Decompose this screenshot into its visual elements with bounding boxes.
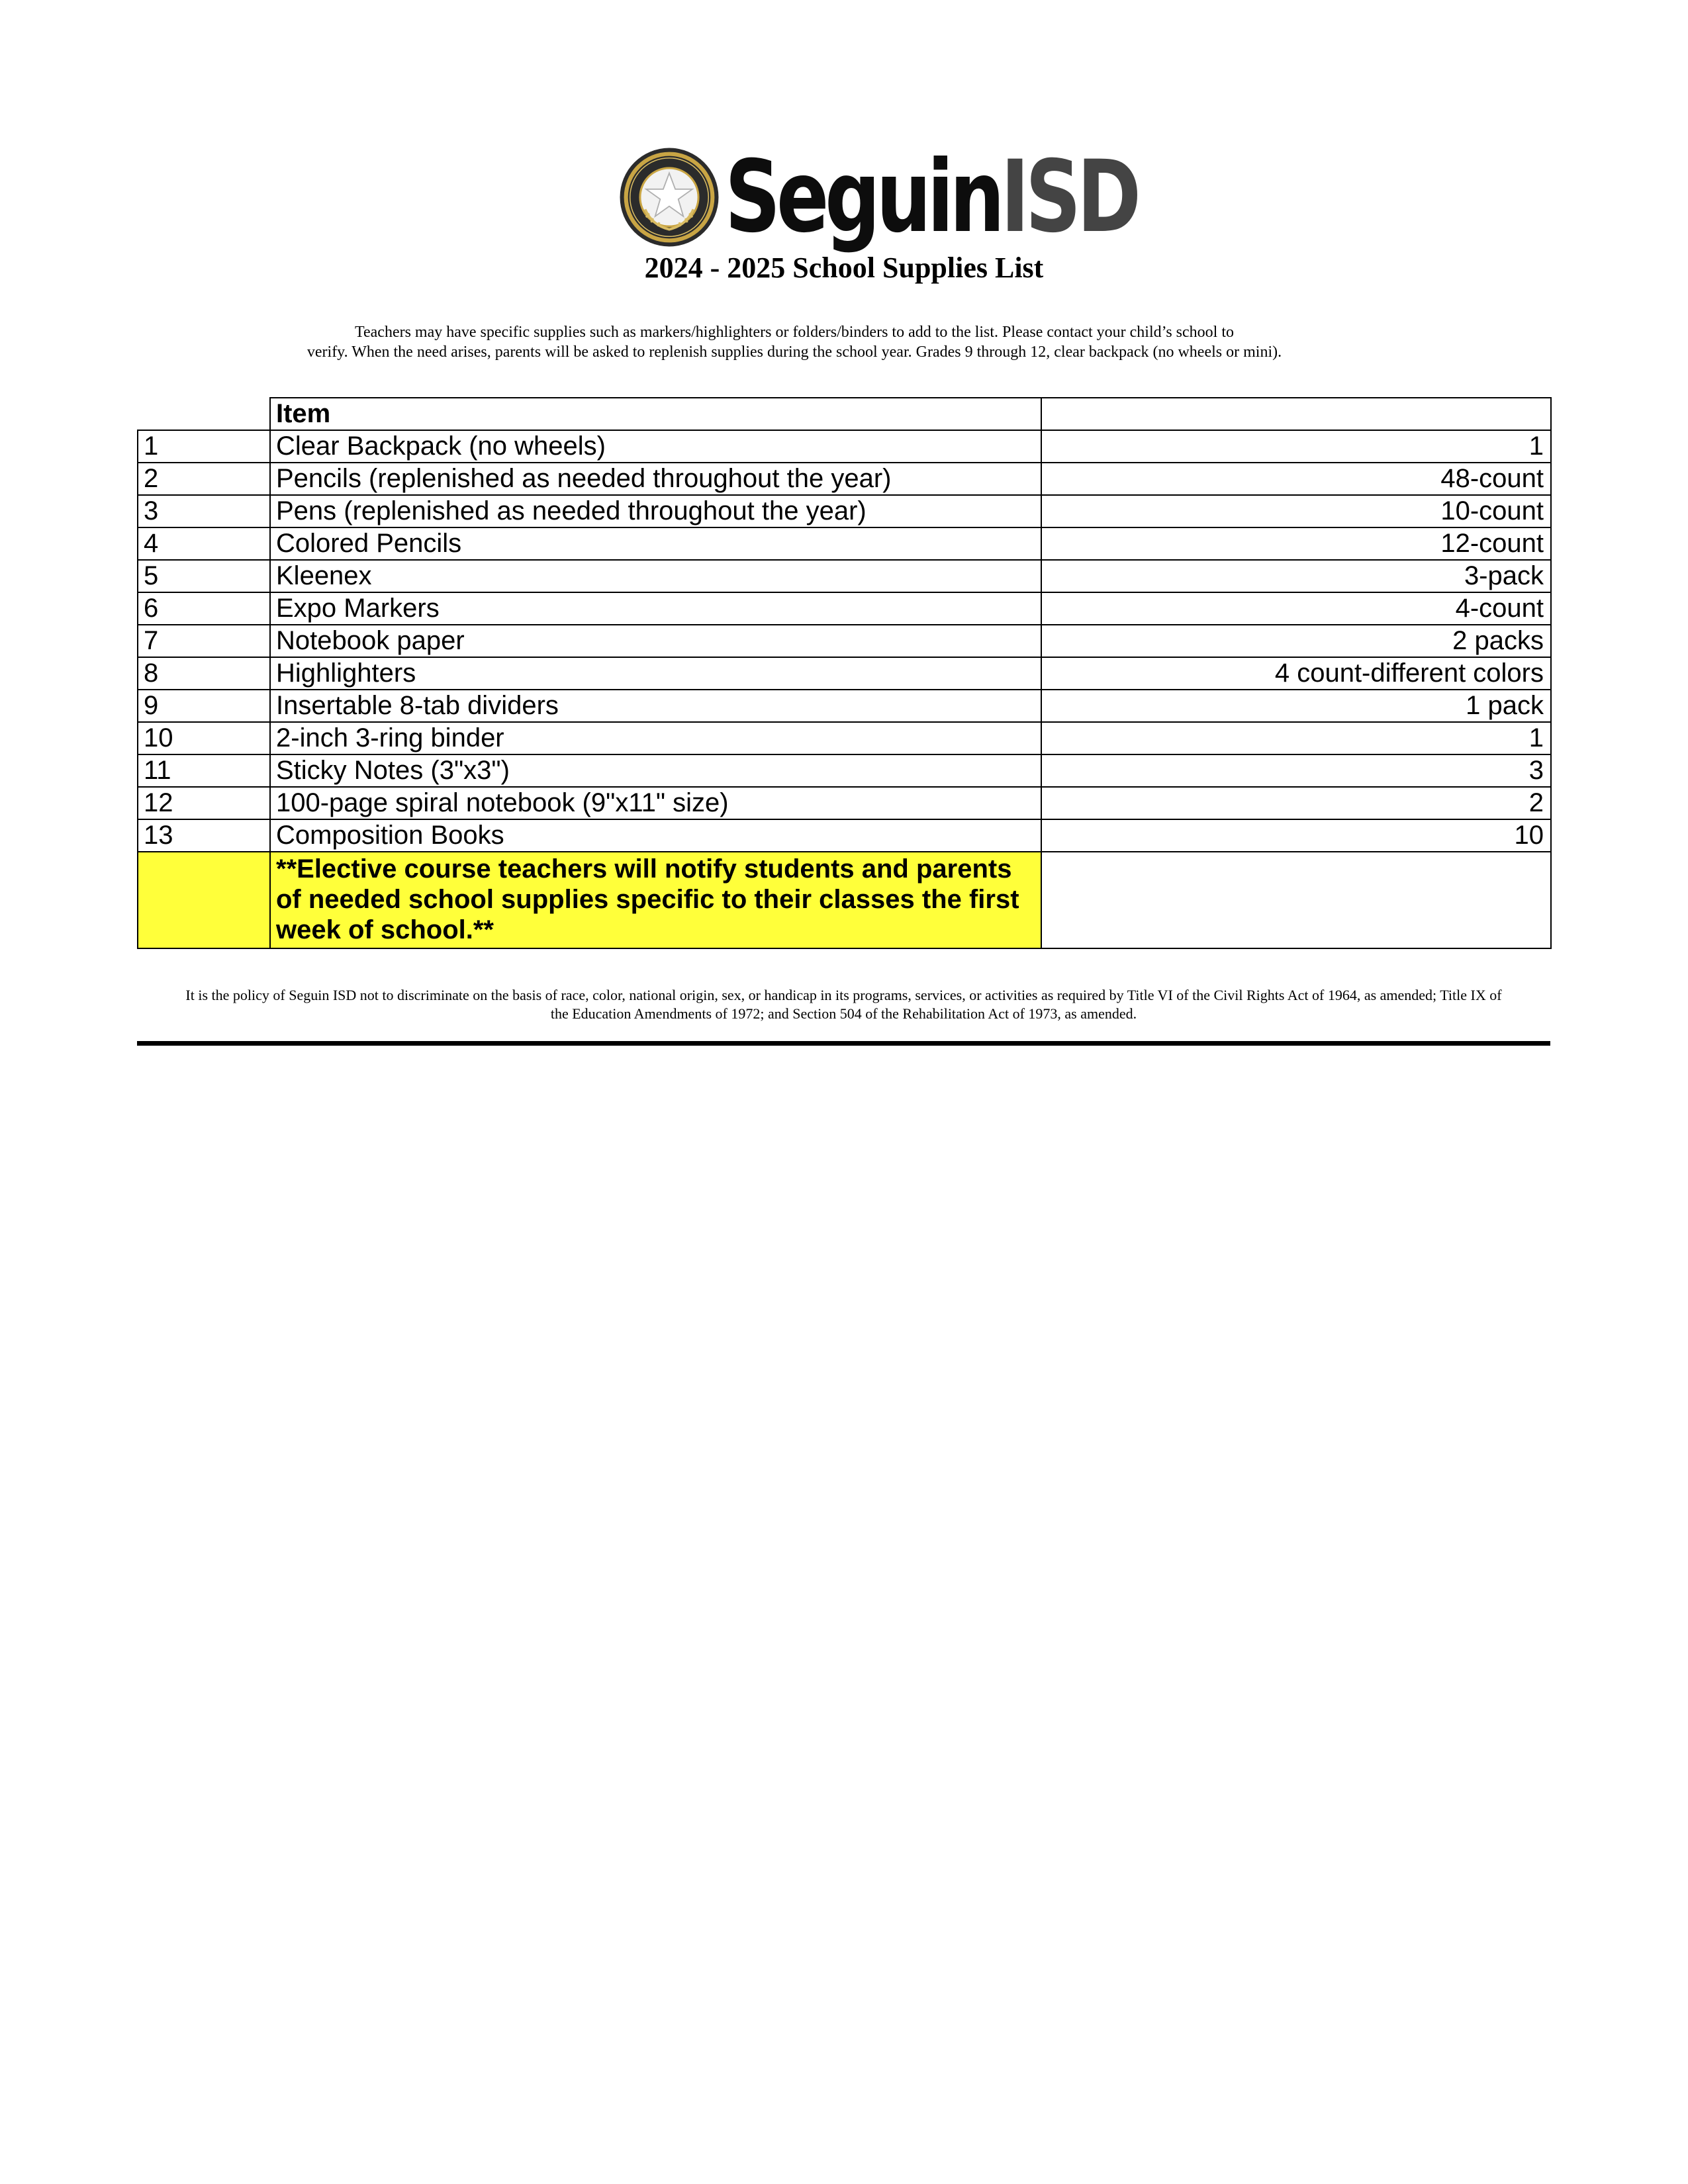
row-number: 5 [138, 560, 270, 592]
nondiscrimination-policy [137, 986, 1550, 1023]
elective-note-line-3: week of school.** [276, 915, 494, 944]
row-item: Kleenex [270, 560, 1041, 592]
elective-note-row [138, 852, 1551, 948]
row-quantity: 3-pack [1041, 560, 1551, 592]
row-item: Notebook paper [270, 625, 1041, 657]
elective-note-line-2: of needed school supplies specific to their classes the first [276, 885, 1019, 914]
row-number: 6 [138, 592, 270, 625]
row-quantity: 1 pack [1041, 690, 1551, 722]
row-item: Pens (replenished as needed throughout the year) [270, 495, 1041, 527]
row-item: Insertable 8-tab dividers [270, 690, 1041, 722]
row-number: 3 [138, 495, 270, 527]
row-number: 8 [138, 657, 270, 690]
table-row [138, 495, 1551, 527]
row-quantity: 4 count-different colors [1041, 657, 1551, 690]
row-number: 13 [138, 819, 270, 852]
empty-cell [1041, 852, 1551, 948]
row-item: Highlighters [270, 657, 1041, 690]
row-number: 11 [138, 754, 270, 787]
table-row [138, 625, 1551, 657]
table-row [138, 527, 1551, 560]
district-seal-icon [619, 147, 720, 248]
table-row [138, 463, 1551, 495]
row-quantity: 48-count [1041, 463, 1551, 495]
policy-line-2: the Education Amendments of 1972; and Section 504 of the Rehabilitation Act of 1973, as amended. [550, 1005, 1137, 1022]
row-item: Colored Pencils [270, 527, 1041, 560]
row-number: 12 [138, 787, 270, 819]
row-number: 1 [138, 430, 270, 463]
row-quantity: 10 [1041, 819, 1551, 852]
highlight-cell [138, 852, 270, 948]
table-row [138, 787, 1551, 819]
row-quantity: 12-count [1041, 527, 1551, 560]
policy-line-1: It is the policy of Seguin ISD not to discriminate on the basis of race, color, national origin, sex, or handicap in its programs, services, or activities as required by Title VI of the Civil Rights Act of 1964, as amended; Title IX of [185, 987, 1502, 1003]
row-quantity: 10-count [1041, 495, 1551, 527]
page-title: 2024 - 2025 School Supplies List [644, 251, 1044, 284]
elective-note-line-1: **Elective course teachers will notify students and parents [276, 854, 1012, 884]
row-quantity: 4-count [1041, 592, 1551, 625]
table-header-row [138, 398, 1551, 430]
row-quantity: 3 [1041, 754, 1551, 787]
wordmark-seguin: Seguin [725, 140, 1001, 255]
row-number: 4 [138, 527, 270, 560]
footer-divider [137, 1041, 1550, 1046]
table-row [138, 819, 1551, 852]
table-row [138, 560, 1551, 592]
elective-note [276, 852, 1035, 948]
row-number: 2 [138, 463, 270, 495]
table-row [138, 722, 1551, 754]
row-item: Sticky Notes (3"x3") [270, 754, 1041, 787]
intro-line-2: verify. When the need arises, parents will be asked to replenish supplies during the school year. Grades 9 through 12, clear backpack (no wheels or mini). [306, 343, 1282, 361]
row-quantity: 1 [1041, 430, 1551, 463]
table-row [138, 754, 1551, 787]
table-row [138, 690, 1551, 722]
seguin-isd-logo [619, 140, 1254, 255]
table-row [138, 592, 1551, 625]
row-item: Clear Backpack (no wheels) [270, 430, 1041, 463]
row-quantity: 2 [1041, 787, 1551, 819]
header-number-cell [138, 398, 270, 430]
row-item: 100-page spiral notebook (9"x11" size) [270, 787, 1041, 819]
row-item: Composition Books [270, 819, 1041, 852]
wordmark-isd: ISD [1000, 140, 1137, 255]
header-item: Item [270, 398, 1041, 430]
row-quantity: 1 [1041, 722, 1551, 754]
row-quantity: 2 packs [1041, 625, 1551, 657]
elective-note-cell [270, 852, 1041, 948]
intro-line-1: Teachers may have specific supplies such as markers/highlighters or folders/binders to add to the list. Please contact your child’s school to [355, 324, 1234, 341]
row-number: 7 [138, 625, 270, 657]
row-number: 10 [138, 722, 270, 754]
row-item: 2-inch 3-ring binder [270, 722, 1041, 754]
table-row [138, 657, 1551, 690]
row-item: Pencils (replenished as needed throughout the year) [270, 463, 1041, 495]
header-quantity-cell [1041, 398, 1551, 430]
row-number: 9 [138, 690, 270, 722]
district-wordmark [725, 140, 1137, 255]
supplies-table [137, 397, 1552, 949]
table-row [138, 430, 1551, 463]
intro-paragraph [265, 322, 1324, 362]
row-item: Expo Markers [270, 592, 1041, 625]
